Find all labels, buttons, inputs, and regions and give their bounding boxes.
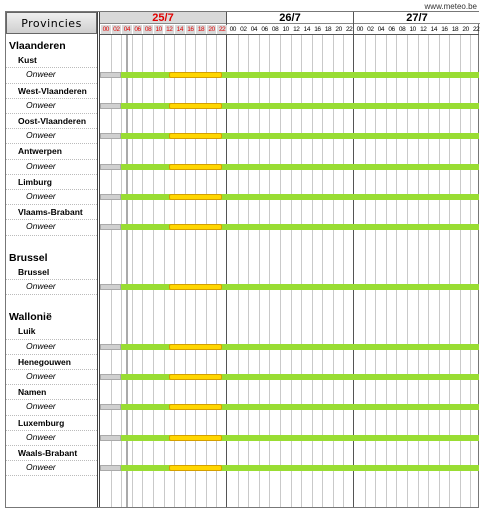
condition-label: Onweer <box>26 371 56 381</box>
hour-label: 00 <box>356 26 363 33</box>
hour-label: 16 <box>441 26 448 33</box>
past-period-bar <box>100 404 121 410</box>
row-separator <box>6 83 97 84</box>
past-period-bar <box>100 72 121 78</box>
hour-label: 06 <box>261 26 268 33</box>
hour-label: 10 <box>282 26 289 33</box>
hour-label: 14 <box>303 26 311 33</box>
yellow-warning-bar[interactable] <box>169 404 222 410</box>
row-separator <box>6 113 97 114</box>
column-divider <box>99 12 100 507</box>
row-separator <box>6 235 97 236</box>
hour-label: 14 <box>430 26 438 33</box>
yellow-warning-bar[interactable] <box>169 465 222 471</box>
source-watermark: www.meteo.be <box>424 2 477 11</box>
hour-label: 18 <box>451 26 459 33</box>
condition-label: Onweer <box>26 99 56 110</box>
row-separator <box>6 415 97 416</box>
yellow-warning-bar[interactable] <box>169 103 222 109</box>
row-separator <box>6 460 97 461</box>
condition-label: Onweer <box>26 191 56 201</box>
yellow-warning-bar[interactable] <box>169 194 222 200</box>
province-name: Luxemburg <box>18 417 65 428</box>
hour-label: 10 <box>155 26 162 33</box>
hour-label: 00 <box>229 26 236 33</box>
condition-label: Onweer <box>26 401 56 412</box>
yellow-warning-bar[interactable] <box>169 435 222 441</box>
hour-label: 12 <box>293 26 300 33</box>
day-header-2: 26/7 <box>227 12 353 24</box>
hour-label: 04 <box>377 26 385 33</box>
row-separator <box>6 384 97 385</box>
hour-label: 02 <box>367 26 374 33</box>
province-name: Kust <box>18 55 37 66</box>
hour-label: 20 <box>462 26 469 33</box>
row-separator <box>6 67 97 68</box>
province-name: Waals-Brabant <box>18 448 78 458</box>
hour-label: 16 <box>314 26 321 33</box>
row-separator <box>6 128 97 129</box>
row-separator <box>6 430 97 431</box>
row-separator <box>6 189 97 190</box>
condition-label: Onweer <box>26 130 56 141</box>
province-name: Henegouwen <box>18 356 71 367</box>
province-name: Brussel <box>18 266 50 277</box>
province-name: Antwerpen <box>18 146 62 157</box>
hour-label: 22 <box>472 26 480 33</box>
past-period-bar <box>100 103 121 109</box>
hour-label: 06 <box>388 26 395 33</box>
past-period-bar <box>100 284 121 290</box>
hour-label: 18 <box>324 26 332 33</box>
yellow-warning-bar[interactable] <box>169 284 222 290</box>
province-name: Limburg <box>18 176 52 187</box>
province-name: Oost-Vlaanderen <box>18 116 87 126</box>
column-divider <box>97 12 98 507</box>
day-gridline <box>226 12 227 507</box>
row-separator <box>6 339 97 340</box>
hour-label: 12 <box>420 26 427 33</box>
hour-label: 04 <box>250 26 258 33</box>
header-divider <box>100 34 479 35</box>
yellow-warning-bar[interactable] <box>169 344 222 350</box>
row-separator <box>6 174 97 175</box>
condition-label: Onweer <box>26 160 56 171</box>
row-separator <box>6 475 97 476</box>
region-title: Vlaanderen <box>9 40 66 52</box>
day-header-3: 27/7 <box>354 12 480 24</box>
hour-label: 22 <box>218 26 226 33</box>
region-title: Brussel <box>9 251 48 264</box>
yellow-warning-bar[interactable] <box>169 374 222 380</box>
hour-label: 10 <box>409 26 416 33</box>
hour-label: 04 <box>123 26 131 33</box>
row-separator <box>6 219 97 220</box>
yellow-warning-bar[interactable] <box>169 133 222 139</box>
condition-label: Onweer <box>26 281 56 291</box>
province-name: Luik <box>18 326 36 337</box>
day-gridline <box>353 12 354 507</box>
past-period-bar <box>100 374 121 380</box>
past-period-bar <box>100 133 121 139</box>
condition-label: Onweer <box>26 340 56 351</box>
hour-label: 16 <box>187 26 194 33</box>
yellow-warning-bar[interactable] <box>169 164 222 170</box>
hour-label: 20 <box>335 26 342 33</box>
condition-label: Onweer <box>26 431 56 442</box>
hour-label: 12 <box>166 26 173 33</box>
hour-label: 02 <box>113 26 120 33</box>
hour-label: 02 <box>240 26 247 33</box>
row-separator <box>6 445 97 446</box>
day-header-1: 25/7 <box>100 12 226 24</box>
row-separator <box>6 279 97 280</box>
hour-label: 22 <box>345 26 353 33</box>
hour-label: 06 <box>134 26 141 33</box>
row-separator <box>6 354 97 355</box>
hour-label: 14 <box>176 26 184 33</box>
past-period-bar <box>100 224 121 230</box>
row-separator <box>6 399 97 400</box>
hour-label: 00 <box>102 26 109 33</box>
past-period-bar <box>100 344 121 350</box>
past-period-bar <box>100 435 121 441</box>
past-period-bar <box>100 194 121 200</box>
region-title: Wallonië <box>9 311 52 324</box>
hour-label: 08 <box>271 26 279 33</box>
hour-label: 08 <box>398 26 406 33</box>
row-separator <box>6 98 97 99</box>
provinces-column-header: Provincies <box>6 12 97 34</box>
province-name: Vlaams-Brabant <box>18 207 83 218</box>
warnings-table <box>5 11 479 508</box>
hour-label: 20 <box>208 26 215 33</box>
yellow-warning-bar[interactable] <box>169 72 222 78</box>
condition-label: Onweer <box>26 69 56 80</box>
condition-label: Onweer <box>26 462 56 473</box>
condition-label: Onweer <box>26 221 56 232</box>
past-period-bar <box>100 465 121 471</box>
yellow-warning-bar[interactable] <box>169 224 222 230</box>
past-period-bar <box>100 164 121 170</box>
row-separator <box>6 294 97 295</box>
province-name: Namen <box>18 387 47 398</box>
hour-label: 18 <box>197 26 205 33</box>
row-separator <box>6 159 97 160</box>
province-name: West-Vlaanderen <box>18 85 87 96</box>
row-separator <box>6 369 97 370</box>
hour-label: 08 <box>144 26 152 33</box>
row-separator <box>6 143 97 144</box>
row-separator <box>6 204 97 205</box>
